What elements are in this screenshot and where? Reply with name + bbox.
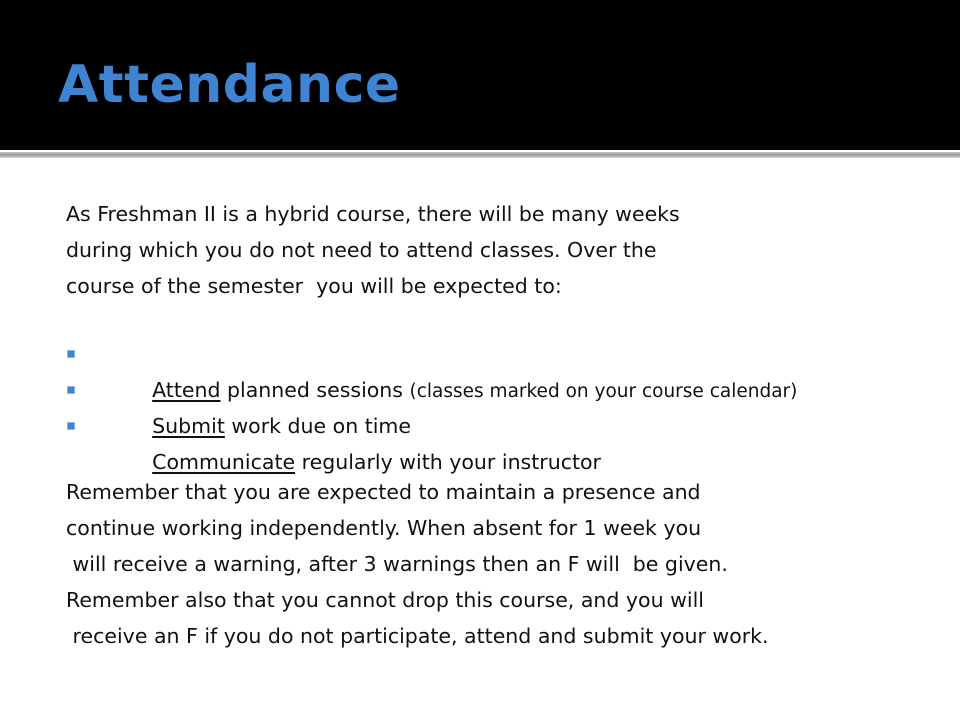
square-bullet-icon xyxy=(67,350,75,358)
slide-title: Attendance xyxy=(58,55,401,115)
bullet-note: (classes marked on your course calendar) xyxy=(409,381,798,402)
slide-body xyxy=(0,158,960,720)
square-bullet-icon xyxy=(67,386,75,394)
bullet-text: work due on time xyxy=(224,414,412,438)
bullet-item xyxy=(66,408,946,474)
title-bar xyxy=(0,0,960,150)
closing-line: Remember also that you cannot drop this course, and you will xyxy=(66,588,704,612)
bullet-item xyxy=(66,372,946,438)
bullet-keyword: Submit xyxy=(152,414,225,438)
closing-line: receive an F if you do not participate, attend and submit your work. xyxy=(66,624,769,648)
spacer xyxy=(66,304,946,336)
bullet-item xyxy=(66,336,946,402)
square-bullet-icon xyxy=(67,422,75,430)
title-divider xyxy=(0,150,960,158)
closing-line: Remember that you are expected to maintain a presence and xyxy=(66,480,701,504)
bullet-text: planned sessions xyxy=(220,378,410,402)
intro-line: As Freshman II is a hybrid course, there will be many weeks xyxy=(66,202,680,226)
bullet-keyword: Communicate xyxy=(152,450,296,474)
closing-line: will receive a warning, after 3 warnings then an F will be given. xyxy=(66,552,728,576)
intro-line: during which you do not need to attend classes. Over the xyxy=(66,238,657,262)
bullet-text: regularly with your instructor xyxy=(295,450,601,474)
bullet-keyword: Attend xyxy=(152,378,221,402)
intro-line: course of the semester you will be expected to: xyxy=(66,274,562,298)
closing-line: continue working independently. When absent for 1 week you xyxy=(66,516,702,540)
body-text xyxy=(66,196,946,654)
